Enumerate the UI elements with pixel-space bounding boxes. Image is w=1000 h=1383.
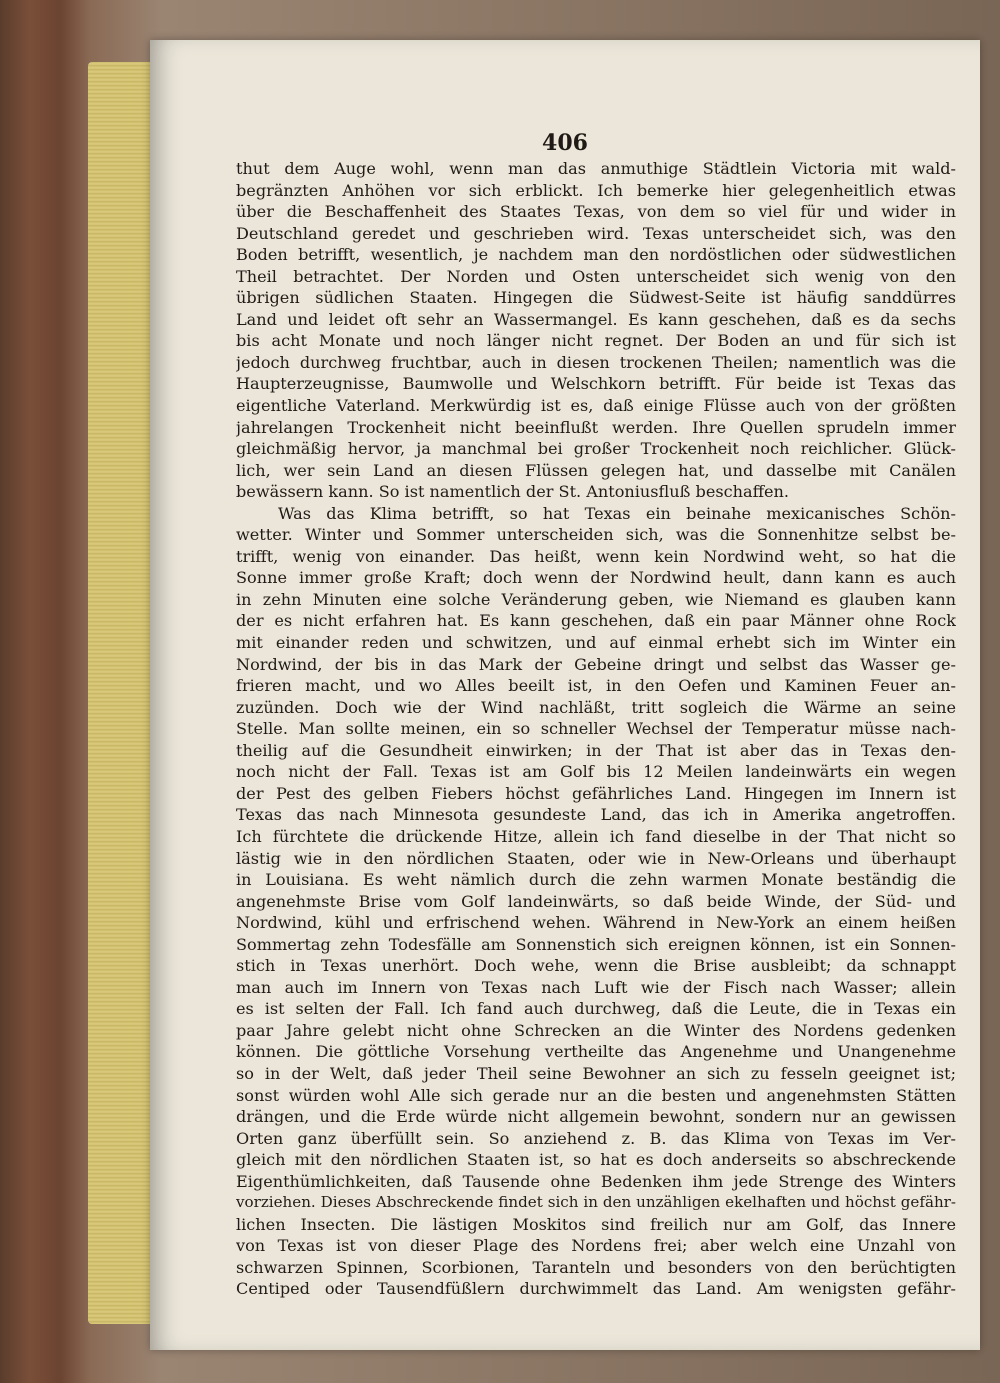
text-line: von Texas ist von dieser Plage des Nordens frei; aber welch eine Unzahl von: [236, 1236, 956, 1256]
text-line: Boden betrifft, wesentlich, je nachdem man den nordöstlichen oder südwestlichen: [236, 245, 956, 265]
text-line: gleich mit den nördlichen Staaten ist, so hat es doch anderseits so abschreckende: [236, 1150, 956, 1170]
text-line: so in der Welt, daß jeder Theil seine Bewohner an sich zu fesseln geeignet ist;: [236, 1063, 956, 1083]
text-line: Nordwind, der bis in das Mark der Gebeine dringt und selbst das Wasser ge-: [236, 654, 956, 674]
text-line: der es nicht erfahren hat. Es kann geschehen, daß ein paar Männer ohne Rock: [236, 611, 956, 631]
text-line: Was das Klima betrifft, so hat Texas ein beinahe mexicanisches Schön-: [278, 503, 956, 523]
text-line: der Pest des gelben Fiebers höchst gefährliches Land. Hingegen im Innern ist: [236, 783, 956, 803]
text-line: mit einander reden und schwitzen, und auf einmal erhebt sich im Winter ein: [236, 633, 956, 653]
book-page: [150, 40, 980, 1350]
text-line: Nordwind, kühl und erfrischend wehen. Während in New-York an einem heißen: [236, 913, 956, 933]
text-line: trifft, wenig von einander. Das heißt, wenn kein Nordwind weht, so hat die: [236, 546, 956, 566]
text-line: Eigenthümlichkeiten, daß Tausende ohne Bedenken ihm jede Strenge des Winters: [236, 1171, 956, 1191]
text-line: übrigen südlichen Staaten. Hingegen die Südwest-Seite ist häufig sanddürres: [236, 288, 956, 308]
text-line: jedoch durchweg fruchtbar, auch in diesen trockenen Theilen; namentlich was die: [236, 352, 956, 372]
text-line: Orten ganz überfüllt sein. So anziehend z. B. das Klima von Texas im Ver-: [236, 1128, 956, 1148]
text-line: paar Jahre gelebt nicht ohne Schrecken an die Winter des Nordens gedenken: [236, 1020, 956, 1040]
text-line: Theil betrachtet. Der Norden und Osten unterscheidet sich wenig von den: [236, 266, 956, 286]
text-line: eigentliche Vaterland. Merkwürdig ist es, daß einige Flüsse auch von der größten: [236, 396, 956, 416]
text-line: lich, wer sein Land an diesen Flüssen gelegen hat, und dasselbe mit Canälen: [236, 460, 956, 480]
text-line: Texas das nach Minnesota gesundeste Land, das ich in Amerika angetroffen.: [236, 805, 956, 825]
text-line: können. Die göttliche Vorsehung vertheilte das Angenehme und Unangenehme: [236, 1042, 956, 1062]
text-line: zuzünden. Doch wie der Wind nachläßt, tritt sogleich die Wärme an seine: [236, 697, 956, 717]
text-line: Sommertag zehn Todesfälle am Sonnenstich sich ereignen können, ist ein Sonnen-: [236, 934, 956, 954]
text-line: Sonne immer große Kraft; doch wenn der Nordwind heult, dann kann es auch: [236, 568, 956, 588]
text-line: lästig wie in den nördlichen Staaten, oder wie in New-Orleans und überhaupt: [236, 848, 956, 868]
text-line: lichen Insecten. Die lästigen Moskitos sind freilich nur am Golf, das Innere: [236, 1214, 956, 1234]
text-line: Land und leidet oft sehr an Wassermangel. Es kann geschehen, daß es da sechs: [236, 309, 956, 329]
text-line: in zehn Minuten eine solche Veränderung geben, wie Niemand es glauben kann: [236, 589, 956, 609]
text-line: bewässern kann. So ist namentlich der St. Antoniusfluß beschaffen.: [236, 482, 790, 502]
text-line: es ist selten der Fall. Ich fand auch durchweg, daß die Leute, die in Texas ein: [236, 999, 956, 1019]
text-line: Haupterzeugnisse, Baumwolle und Welschkorn betrifft. Für beide ist Texas das: [236, 374, 956, 394]
text-line: schwarzen Spinnen, Scorbionen, Taranteln und besonders von den berüchtigten: [236, 1257, 956, 1277]
text-line: über die Beschaffenheit des Staates Texas, von dem so viel für und wider in: [236, 202, 956, 222]
page-number: 406: [542, 130, 588, 156]
text-line: gleichmäßig hervor, ja manchmal bei großer Trockenheit noch reichlicher. Glück-: [236, 439, 956, 459]
text-line: Deutschland geredet und geschrieben wird. Texas unterscheidet sich, was den: [236, 223, 956, 243]
text-line: wetter. Winter und Sommer unterscheiden sich, was die Sonnenhitze selbst be-: [236, 525, 956, 545]
text-line: frieren macht, und wo Alles beeilt ist, in den Oefen und Kaminen Feuer an-: [236, 676, 956, 696]
text-line: sonst würden wohl Alle sich gerade nur an die besten und angenehmsten Stätten: [236, 1085, 956, 1105]
text-line: man auch im Innern von Texas nach Luft wie der Fisch nach Wasser; allein: [236, 977, 956, 997]
text-line: drängen, und die Erde würde nicht allgemein bewohnt, sondern nur an gewissen: [236, 1107, 956, 1127]
text-line: theilig auf die Gesundheit einwirken; in der That ist aber das in Texas den-: [236, 740, 956, 760]
text-line: begränzten Anhöhen vor sich erblickt. Ich bemerke hier gelegenheitlich etwas: [236, 180, 956, 200]
text-line: stich in Texas unerhört. Doch wehe, wenn die Brise ausbleibt; da schnappt: [236, 956, 956, 976]
text-line: vorziehen. Dieses Abschreckende findet sich in den unzähligen ekelhaften und höchst gefähr-: [236, 1193, 956, 1212]
text-line: angenehmste Brise vom Golf landeinwärts, so daß beide Winde, der Süd- und: [236, 891, 956, 911]
text-line: thut dem Auge wohl, wenn man das anmuthige Städtlein Victoria mit wald-: [236, 159, 956, 178]
text-line: noch nicht der Fall. Texas ist am Golf bis 12 Meilen landeinwärts ein wegen: [236, 762, 956, 782]
text-line: Centiped oder Tausendfüßlern durchwimmelt das Land. Am wenigsten gefähr-: [236, 1279, 956, 1299]
text-line: bis acht Monate und noch länger nicht regnet. Der Boden an und für sich ist: [236, 331, 956, 351]
text-line: in Louisiana. Es weht nämlich durch die zehn warmen Monate beständig die: [236, 870, 956, 890]
text-line: Stelle. Man sollte meinen, ein so schneller Wechsel der Temperatur müsse nach-: [236, 719, 956, 739]
body-text: [236, 158, 956, 1300]
text-line: Ich fürchtete die drückende Hitze, allein ich fand dieselbe in der That nicht so: [236, 826, 956, 846]
text-line: jahrelangen Trockenheit nicht beeinflußt werden. Ihre Quellen sprudeln immer: [236, 417, 956, 437]
